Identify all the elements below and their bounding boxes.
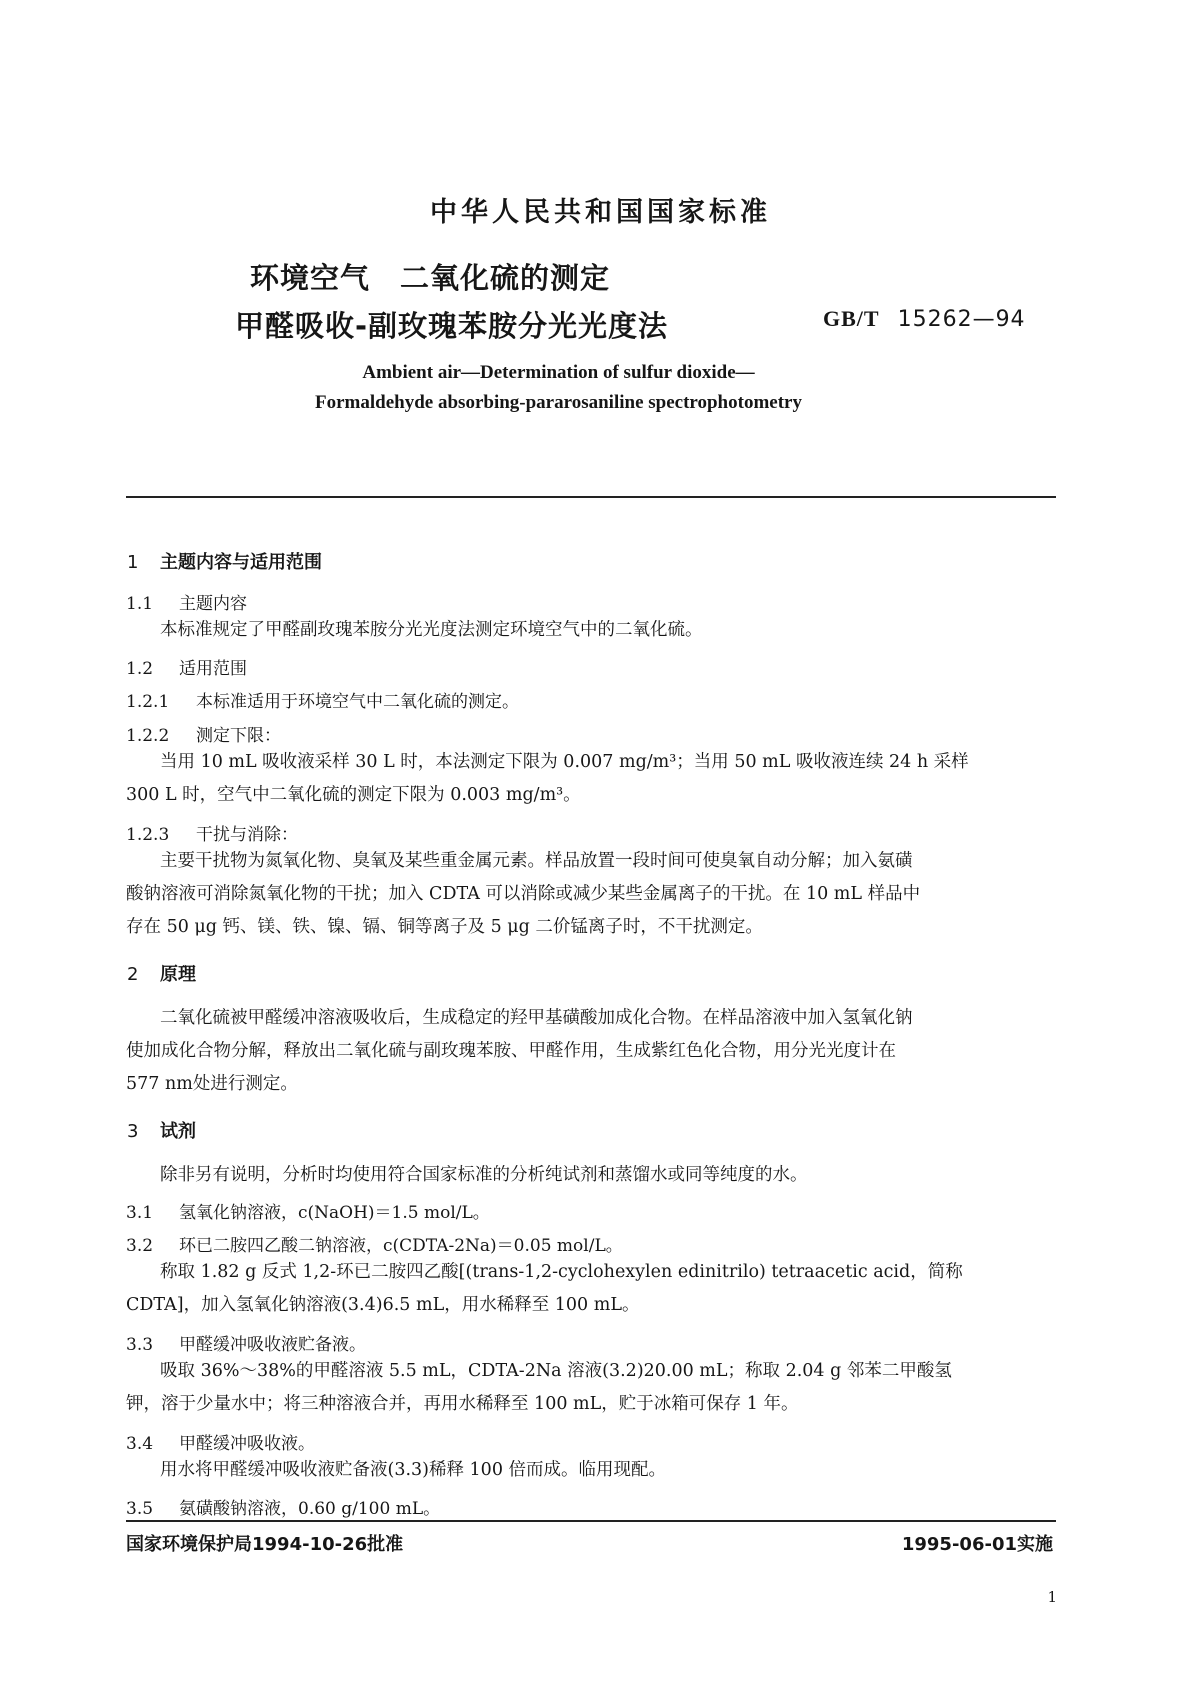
title-cn-line1: 环境空气 二氧化硫的测定: [250, 261, 611, 295]
section-title: 干扰与消除：: [196, 825, 298, 845]
page-number: 1: [1047, 1588, 1057, 1606]
paragraph-line: 吸取 36%～38%的甲醛溶液 5.5 mL，CDTA-2Na 溶液(3.2)20.00 mL；称取 2.04 g 邻苯二甲酸氢: [160, 1361, 952, 1381]
paragraph-line: 300 L 时，空气中二氧化硫的测定下限为 0.003 mg/m³。: [126, 785, 581, 805]
section-3-4-heading: [126, 1429, 315, 1454]
section-title: 原理: [160, 964, 196, 985]
section-1-2-2-heading: [126, 721, 281, 746]
section-3-5-heading: [126, 1494, 440, 1519]
paragraph-line: CDTA]，加入氢氧化钠溶液(3.4)6.5 mL，用水稀释至 100 mL。: [126, 1295, 640, 1315]
section-number: 1.1: [126, 594, 154, 614]
section-number: 3.1: [126, 1203, 154, 1223]
section-1-2-2-text: [126, 746, 1056, 812]
footer-divider: [126, 1520, 1056, 1522]
effective-date: 1995-06-01实施: [901, 1534, 1053, 1555]
section-number: 1: [127, 552, 139, 573]
section-title: 甲醛缓冲吸收液。: [179, 1434, 315, 1454]
section-number: 3.4: [126, 1434, 154, 1454]
section-number: 1.2.1: [126, 692, 170, 712]
section-3-3-heading: [126, 1330, 366, 1355]
section-3-heading: [127, 1117, 196, 1143]
section-3-2-heading: [126, 1231, 623, 1256]
section-title: 环已二胺四乙酸二钠溶液，c(CDTA-2Na)＝0.05 mol/L。: [179, 1236, 623, 1256]
standard-code: [823, 306, 1026, 332]
title-en-line2: Formaldehyde absorbing-pararosaniline spectrophotometry: [315, 392, 802, 413]
paragraph-line: 用水将甲醛缓冲吸收液贮备液(3.3)稀释 100 倍而成。临用现配。: [160, 1460, 667, 1480]
section-3-4-text: [126, 1454, 1056, 1487]
section-title: 甲醛缓冲吸收液贮备液。: [179, 1335, 366, 1355]
paragraph-line: 使加成化合物分解，释放出二氧化硫与副玫瑰苯胺、甲醛作用，生成紫红色化合物，用分光光度计在: [126, 1041, 896, 1061]
title-en-line1: Ambient air—Determination of sulfur dioxide—: [362, 362, 755, 383]
paragraph-line: 酸钠溶液可消除氮氧化物的干扰；加入 CDTA 可以消除或减少某些金属离子的干扰。在 10 mL 样品中: [126, 884, 921, 904]
section-2-text: [126, 1002, 1056, 1101]
section-1-heading: [127, 548, 322, 574]
section-title: 适用范围: [179, 659, 247, 679]
section-title: 主题内容: [179, 594, 247, 614]
paragraph-line: 577 nm处进行测定。: [126, 1074, 298, 1094]
section-number: 3: [127, 1121, 139, 1142]
header-divider: [126, 496, 1056, 498]
section-number: 3.3: [126, 1335, 154, 1355]
standard-code-number: 15262—94: [897, 307, 1026, 332]
section-number: 3.2: [126, 1236, 154, 1256]
section-3-2-text: [126, 1256, 1056, 1322]
section-3-intro: [126, 1159, 1056, 1192]
section-number: 2: [127, 964, 139, 985]
title-cn-line2: 甲醛吸收-副玫瑰苯胺分光光度法: [235, 309, 669, 343]
section-1-1-text: [126, 614, 1056, 647]
standard-name: 中华人民共和国国家标准: [430, 197, 771, 228]
paragraph-line: 除非另有说明，分析时均使用符合国家标准的分析纯试剂和蒸馏水或同等纯度的水。: [160, 1165, 808, 1185]
section-title: 试剂: [160, 1121, 196, 1142]
section-1-1-heading: [126, 589, 247, 614]
paragraph-line: 钾，溶于少量水中；将三种溶液合并，再用水稀释至 100 mL，贮于冰箱可保存 1 年。: [126, 1394, 799, 1414]
section-1-2-3-heading: [126, 820, 298, 845]
standard-code-prefix: GB/T: [823, 306, 880, 331]
paragraph-line: 称取 1.82 g 反式 1,2-环已二胺四乙酸[(trans-1,2-cyclohexylen edinitrilo) tetraacetic acid，简称: [160, 1262, 963, 1282]
approval-date: 国家环境保护局1994-10-26批准: [126, 1534, 404, 1555]
section-title: 测定下限：: [196, 726, 281, 746]
section-1-2-1-heading: [126, 687, 519, 712]
section-1-2-heading: [126, 654, 247, 679]
section-number: 3.5: [126, 1499, 154, 1519]
section-2-heading: [127, 960, 196, 986]
paragraph-line: 当用 10 mL 吸收液采样 30 L 时，本法测定下限为 0.007 mg/m³；当用 50 mL 吸收液连续 24 h 采样: [160, 752, 969, 772]
section-title: 主题内容与适用范围: [160, 552, 322, 573]
section-3-3-text: [126, 1355, 1056, 1421]
paragraph-line: 存在 50 μg 钙、镁、铁、镍、镉、铜等离子及 5 μg 二价锰离子时，不干扰测定。: [126, 917, 763, 937]
paragraph-line: 本标准规定了甲醛副玫瑰苯胺分光光度法测定环境空气中的二氧化硫。: [160, 620, 703, 640]
section-number: 1.2: [126, 659, 154, 679]
section-3-1-heading: [126, 1198, 490, 1223]
section-number: 1.2.2: [126, 726, 170, 746]
section-number: 1.2.3: [126, 825, 170, 845]
paragraph-line: 二氧化硫被甲醛缓冲溶液吸收后，生成稳定的羟甲基磺酸加成化合物。在样品溶液中加入氢氧化钠: [160, 1008, 913, 1028]
section-title: 本标准适用于环境空气中二氧化硫的测定。: [196, 692, 519, 712]
paragraph-line: 主要干扰物为氮氧化物、臭氧及某些重金属元素。样品放置一段时间可使臭氧自动分解；加入氨磺: [160, 851, 913, 871]
section-1-2-3-text: [126, 845, 1056, 944]
section-title: 氢氧化钠溶液，c(NaOH)＝1.5 mol/L。: [179, 1203, 490, 1223]
section-title: 氨磺酸钠溶液，0.60 g/100 mL。: [179, 1499, 441, 1519]
